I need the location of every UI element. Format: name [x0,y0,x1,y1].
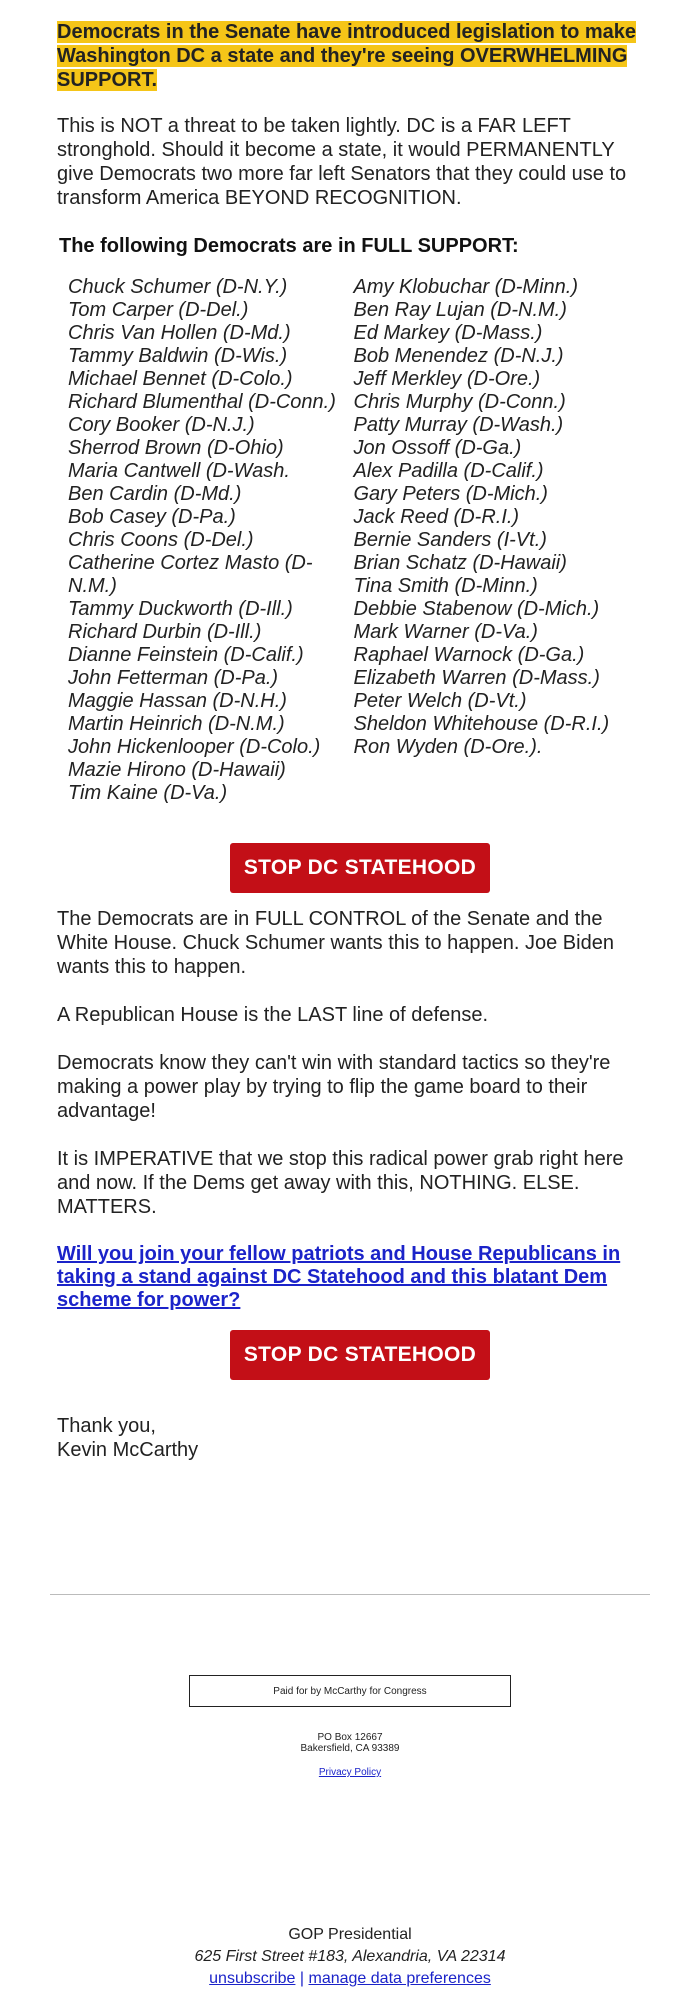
body-paragraph-defense: A Republican House is the LAST line of defense. [57,1004,489,1026]
senator-item: Peter Welch (D-Vt.) [353,690,527,712]
senator-item: Tina Smith (D-Minn.) [353,575,538,597]
signoff: Thank you, [57,1415,156,1437]
senator-item: Richard Blumenthal (D-Conn.) [68,391,336,413]
senator-item: John Hickenlooper (D-Colo.) [68,736,321,758]
senator-item: Martin Heinrich (D-N.M.) [68,713,285,735]
senator-column-right [354,276,644,805]
body-paragraph-tactics: Democrats know they can't win with standard tactics so they're making a power play by trying to flip the game board to their advantage! [57,1052,611,1122]
senator-item: Chris Murphy (D-Conn.) [353,391,566,413]
senator-item: Amy Klobuchar (D-Minn.) [353,276,579,298]
senator-item: Chuck Schumer (D-N.Y.) [68,276,288,298]
cta-link[interactable]: Will you join your fellow patriots and House Republicans in taking a stand against DC Statehood and this blatant Dem scheme for power? [57,1243,621,1311]
senator-item: Ben Ray Lujan (D-N.M.) [353,299,567,321]
senator-item: Bob Menendez (D-N.J.) [353,345,564,367]
senator-item: Gary Peters (D-Mich.) [353,483,548,505]
senator-item: Brian Schatz (D-Hawaii) [353,552,567,574]
body-paragraph-imperative: It is IMPERATIVE that we stop this radical power grab right here and now. If the Dems get away with this, NOTHING. ELSE. MATTERS. [57,1148,624,1218]
senator-item: Sherrod Brown (D-Ohio) [68,437,284,459]
senator-item: Ben Cardin (D-Md.) [68,483,242,505]
senator-item: Jeff Merkley (D-Ore.) [353,368,541,390]
senator-item: Richard Durbin (D-Ill.) [68,621,262,643]
divider [50,1594,650,1595]
po-box: PO Box 12667 [317,1732,383,1743]
city-line: Bakersfield, CA 93389 [300,1743,400,1754]
body-paragraph-control: The Democrats are in FULL CONTROL of the Senate and the White House. Chuck Schumer wants this to happen. Joe Biden wants this to happen. [57,908,614,978]
senator-item: Jack Reed (D-R.I.) [353,506,520,528]
senator-item: Mazie Hirono (D-Hawaii) [68,759,286,781]
senator-item: Cory Booker (D-N.J.) [68,414,255,436]
intro-paragraph: This is NOT a threat to be taken lightly. DC is a FAR LEFT stronghold. Should it become a state, it would PERMANENTLY give Democrats two more far left Senators that they could use to transform America BEYOND RECOGNITION. [57,115,627,209]
senator-item: Ed Markey (D-Mass.) [353,322,543,344]
email-body [57,20,643,1462]
senator-item: Tom Carper (D-Del.) [68,299,249,321]
senator-item: Catherine Cortez Masto (D-N.M.) [68,552,313,597]
senator-item: Mark Warner (D-Va.) [353,621,538,643]
senator-item: Chris Coons (D-Del.) [68,529,254,551]
senator-item: Maggie Hassan (D-N.H.) [68,690,287,712]
senator-item: Sheldon Whitehouse (D-R.I.) [353,713,610,735]
senator-item: Tim Kaine (D-Va.) [68,782,228,804]
footer-separator: | [299,1970,305,1987]
mailing-address [0,1732,700,1754]
manage-preferences-link[interactable]: manage data preferences [308,1970,491,1987]
footer-street: 625 First Street #183, Alexandria, VA 22314 [194,1948,506,1965]
button-row-top [57,805,643,893]
paid-for-disclaimer: Paid for by McCarthy for Congress [189,1675,511,1707]
senator-item: Chris Van Hollen (D-Md.) [68,322,291,344]
senator-item: Debbie Stabenow (D-Mich.) [353,598,600,620]
senator-item: Tammy Baldwin (D-Wis.) [68,345,288,367]
stop-dc-statehood-button-bottom[interactable]: STOP DC STATEHOOD [230,1330,490,1380]
footer [0,1924,700,1990]
senator-item: Alex Padilla (D-Calif.) [353,460,544,482]
senator-item: Ron Wyden (D-Ore.). [353,736,543,758]
button-row-bottom [57,1312,643,1380]
senator-list [57,276,643,805]
senator-item: Raphael Warnock (D-Ga.) [353,644,585,666]
senator-item: Dianne Feinstein (D-Calif.) [68,644,304,666]
support-title: The following Democrats are in FULL SUPPORT: [59,235,519,257]
headline-highlight: Democrats in the Senate have introduced legislation to make Washington DC a state and they're seeing OVERWHELMING SUPPORT. [57,21,637,91]
senator-item: Patty Murray (D-Wash.) [353,414,564,436]
unsubscribe-link[interactable]: unsubscribe [209,1970,296,1987]
senator-item: Maria Cantwell (D-Wash. [68,460,290,482]
stop-dc-statehood-button[interactable]: STOP DC STATEHOOD [230,843,490,893]
headline [57,20,643,92]
senator-item: Michael Bennet (D-Colo.) [68,368,293,390]
footer-links [0,1968,700,1990]
senator-item: Bob Casey (D-Pa.) [68,506,236,528]
senator-item: John Fetterman (D-Pa.) [68,667,279,689]
senator-item: Bernie Sanders (I-Vt.) [353,529,547,551]
senator-item: Jon Ossoff (D-Ga.) [353,437,522,459]
footer-org: GOP Presidential [288,1926,412,1943]
senator-item: Elizabeth Warren (D-Mass.) [353,667,600,689]
privacy-policy-link[interactable]: Privacy Policy [318,1767,382,1778]
signature: Kevin McCarthy [57,1439,199,1461]
senator-item: Tammy Duckworth (D-Ill.) [68,598,293,620]
privacy-row [0,1767,700,1778]
senator-column-left [68,276,354,805]
